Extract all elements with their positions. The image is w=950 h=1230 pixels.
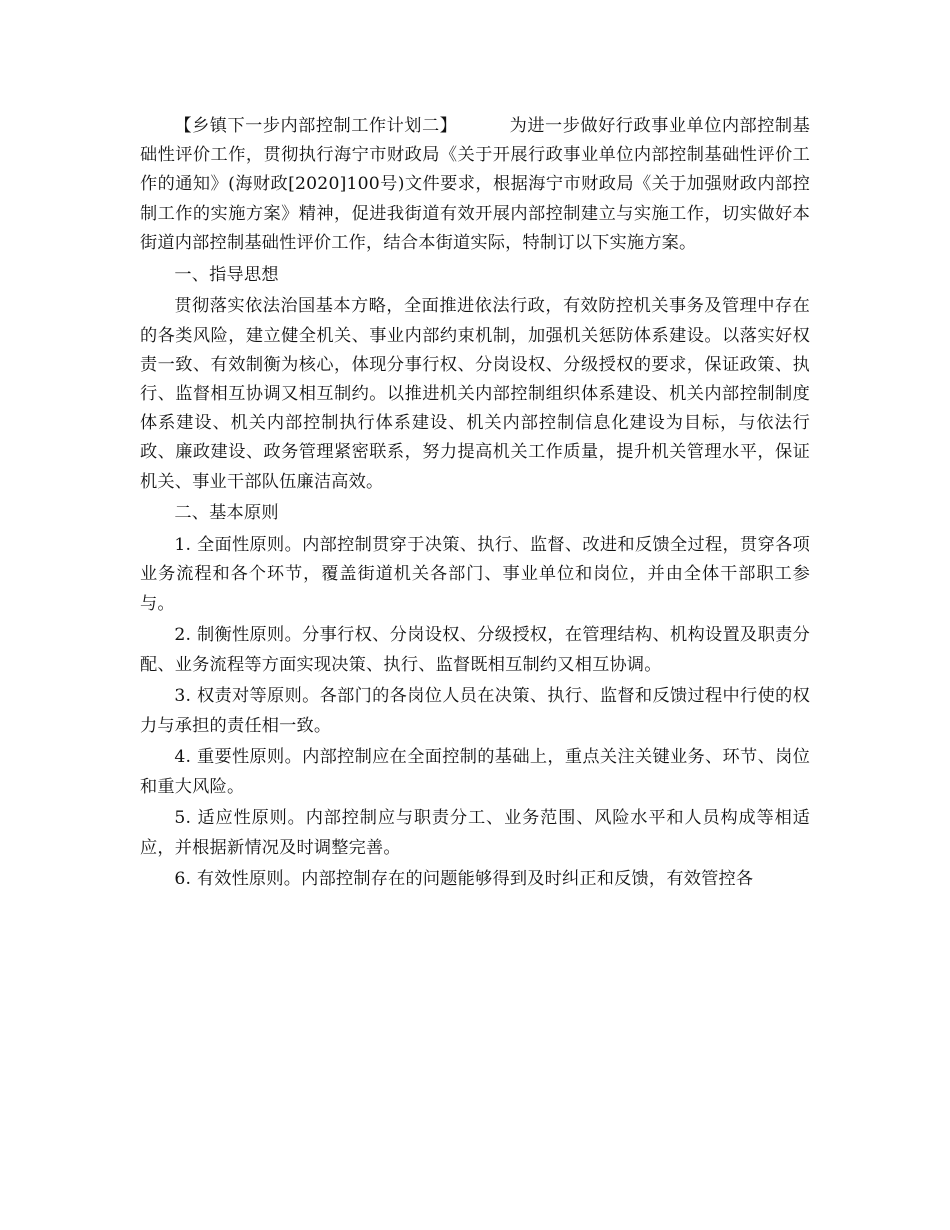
- document-page: [140, 112, 810, 895]
- section-paragraph-guiding-ideology: 贯彻落实依法治国基本方略，全面推进依法行政，有效防控机关事务及管理中存在的各类风险，建立健全机关、事业内部约束机制，加强机关惩防体系建设。以落实好权责一致、有效制衡为核心，体现分事行权、分岗设权、分级授权的要求，保证政策、执行、监督相互协调又相互制约。以推进机关内部控制组织体系建设、机关内部控制制度体系建设、机关内部控制执行体系建设、机关内部控制信息化建设为目标，与依法行政、廉政建设、政务管理紧密联系，努力提高机关工作质量，提升机关管理水平，保证机关、事业干部队伍廉洁高效。: [140, 296, 810, 492]
- principle-item: 3. 权责对等原则。各部门的各岗位人员在决策、执行、监督和反馈过程中行使的权力与承担的责任相一致。: [140, 686, 810, 736]
- principle-item: 6. 有效性原则。内部控制存在的问题能够得到及时纠正和反馈，有效管控各: [174, 869, 754, 890]
- section-heading-basic-principles: 二、基本原则: [174, 503, 279, 524]
- intro-title: 【乡镇下一步内部控制工作计划二】: [174, 116, 458, 136]
- intro-text: 为进一步做好行政事业单位内部控制基础性评价工作，贯彻执行海宁市财政局《关于开展行政事业单位内部控制基础性评价工作的通知》(海财政[2020]100号)文件要求，根据海宁市财政局《关于加强财政内部控制工作的实施方案》精神，促进我街道有效开展内部控制建立与实施工作，切实做好本街道内部控制基础性评价工作，结合本街道实际，特制订以下实施方案。: [140, 116, 811, 253]
- principle-item: 5. 适应性原则。内部控制应与职责分工、业务范围、风险水平和人员构成等相适应，并根据新情况及时调整完善。: [140, 808, 810, 858]
- intro-paragraph: [140, 112, 810, 258]
- principle-item: 1. 全面性原则。内部控制贯穿于决策、执行、监督、改进和反馈全过程，贯穿各项业务流程和各个环节，覆盖街道机关各部门、事业单位和岗位，并由全体干部职工参与。: [140, 535, 810, 614]
- section-heading-guiding-ideology: 一、指导思想: [174, 264, 279, 285]
- principle-item: 4. 重要性原则。内部控制应在全面控制的基础上，重点关注关键业务、环节、岗位和重大风险。: [140, 747, 810, 797]
- principle-item: 2. 制衡性原则。分事行权、分岗设权、分级授权，在管理结构、机构设置及职责分配、业务流程等方面实现决策、执行、监督既相互制约又相互协调。: [140, 625, 810, 675]
